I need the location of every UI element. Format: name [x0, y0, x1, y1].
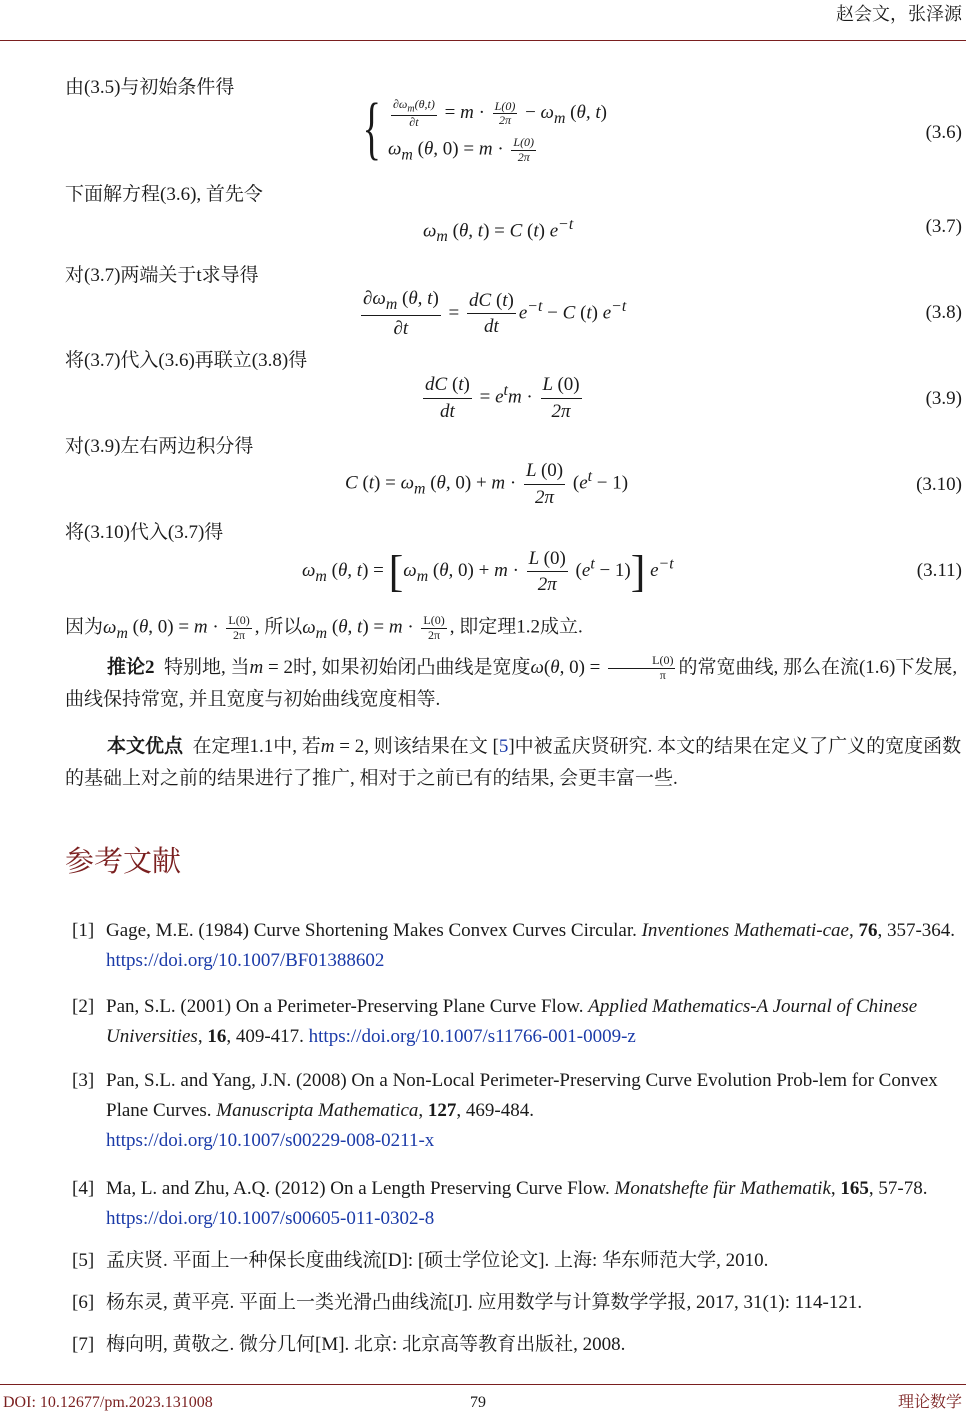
reference-item: [4] Ma, L. and Zhu, A.Q. (2012) On a Length Preserving Curve Flow. Monatshefte für Mathematik, 165, 57-78. https://doi.org/10.1007/s00605-011-0302-8 [72, 1178, 928, 1229]
page-header [0, 0, 966, 41]
footer-journal: 理论数学 [897, 1394, 962, 1411]
corollary-2: 推论2 特别地, 当m = 2时, 如果初始闭凸曲线是宽度ω(θ, 0) = $\frac{L(0)}{\pi}$ 的常宽曲线, 那么在流(1.6)下发展, 曲线保持常宽, 并且宽度与初始曲线宽度相等. [65, 653, 958, 710]
references-heading: 参考文献 [65, 844, 182, 878]
reference-item: [3] Pan, S.L. and Yang, J.N. (2008) On a Non-Local Perimeter-Preserving Curve Evolution Prob-lem for Convex Plane Curves. Manuscripta Mathematica, 127, 469-484. https://doi.org/10.1007/s00229-008-0211-x [72, 1070, 938, 1151]
text-p6: 将(3.10)代入(3.7)得 [65, 522, 224, 543]
header-authors: 赵会文，张泽源 [836, 4, 962, 24]
footer-doi[interactable]: DOI: 10.12677/pm.2023.131008 [3, 1394, 213, 1411]
citation-link[interactable]: 5 [498, 736, 509, 757]
page-number: 79 [470, 1394, 486, 1411]
merit-label: 本文优点 [107, 736, 184, 757]
text-p3: 对(3.7)两端关于t求导得 [65, 265, 259, 286]
equation-3-7: $\omega_m$ (θ, t) = C (t) $e^{-t}$ (3.7) [423, 216, 962, 246]
text-p2: 下面解方程(3.6), 首先令 [65, 184, 263, 205]
equation-number: (3.8) [925, 302, 962, 323]
page-footer [0, 1384, 966, 1415]
text-p4: 将(3.7)代入(3.6)再联立(3.8)得 [65, 350, 308, 371]
equation-number: (3.7) [925, 216, 962, 237]
reference-item: [7] 梅向明, 黄敬之. 微分几何[M]. 北京: 北京高等教育出版社, 2008. [72, 1334, 626, 1355]
text-p5: 对(3.9)左右两边积分得 [65, 436, 254, 457]
equation-3-6: { $\frac{\partial\omega_m(\theta,t)}{\partial t}$ = m · $\frac{L(0)}{2\pi}$ − $\omega_m$ (θ, t) $\omega_m$ (θ, 0) = m · $\frac{L(0)}{2\pi}$ (3.6) [362, 90, 962, 167]
reference-doi-link[interactable]: https://doi.org/10.1007/s11766-001-0009-z [308, 1026, 636, 1047]
reference-doi-link[interactable]: https://doi.org/10.1007/s00605-011-0302-8 [106, 1208, 435, 1229]
text-p7: 因为$\omega_m$ (θ, 0) = m · $\frac{L(0)}{2\pi}$ , 所以$\omega_m$ (θ, t) = m · $\frac{L(0)}{2\pi}$ , 即定理1.2成立. [65, 613, 583, 642]
equation-number: (3.9) [925, 388, 962, 409]
equation-number: (3.6) [925, 122, 962, 143]
equation-3-10: C $(t) = \omega_m$ (θ, 0) + m · $\frac{L (0)}{2\pi}$ $(e^t - 1)$ (3.10) [345, 460, 962, 508]
merit-paragraph: 本文优点 在定理1.1中, 若m = 2, 则该结果在文 [5]中被孟庆贤研究. 本文的结果在定义了广义的宽度函数的基础上对之前的结果进行了推广, 相对于之前已有的结果, 会更丰富一些. [65, 736, 962, 789]
reference-item: [2] Pan, S.L. (2001) On a Perimeter-Preserving Plane Curve Flow. Applied Mathematics-A Journal of Chinese Universities, 16, 409-417. https://doi.org/10.1007/s11766-001-0009-z [72, 996, 918, 1047]
equation-number: (3.10) [916, 474, 962, 495]
corollary-label: 推论2 [107, 657, 155, 678]
text-p1: 由(3.5)与初始条件得 [65, 77, 235, 98]
reference-doi-link[interactable]: https://doi.org/10.1007/s00229-008-0211-x [106, 1130, 435, 1151]
reference-item: [1] Gage, M.E. (1984) Curve Shortening Makes Convex Curves Circular. Inventiones Mathemati-cae, 76, 357-364. https://doi.org/10.1007/BF01388602 [72, 920, 956, 971]
reference-item: [6] 杨东灵, 黄平亮. 平面上一类光滑凸曲线流[J]. 应用数学与计算数学学报, 2017, 31(1): 114-121. [72, 1292, 863, 1313]
equation-number: (3.11) [916, 560, 962, 581]
equation-3-9: $\frac{dC (t)}{dt}$ = $e^tm$ · $\frac{L (0)}{2\pi}$ (3.9) [425, 374, 962, 422]
reference-doi-link[interactable]: https://doi.org/10.1007/BF01388602 [106, 950, 385, 971]
reference-item: [5] 孟庆贤. 平面上一种保长度曲线流[D]: [硕士学位论文]. 上海: 华东师范大学, 2010. [72, 1250, 769, 1271]
equation-3-8: $\frac{\partial\omega_m (\theta, t)}{\partial t}$ = $\frac{dC (t)}{dt}$ $e^{-t} - C$ (t) $e^{-t}$ (3.8) [363, 288, 962, 340]
equation-3-11: $\omega_m$ (θ, $t) = [\omega_m$ (θ, 0) + m · $\frac{L (0)}{2\pi}$ $(e^t - 1)$] $e^{-t}$ (3.11) [302, 547, 962, 596]
